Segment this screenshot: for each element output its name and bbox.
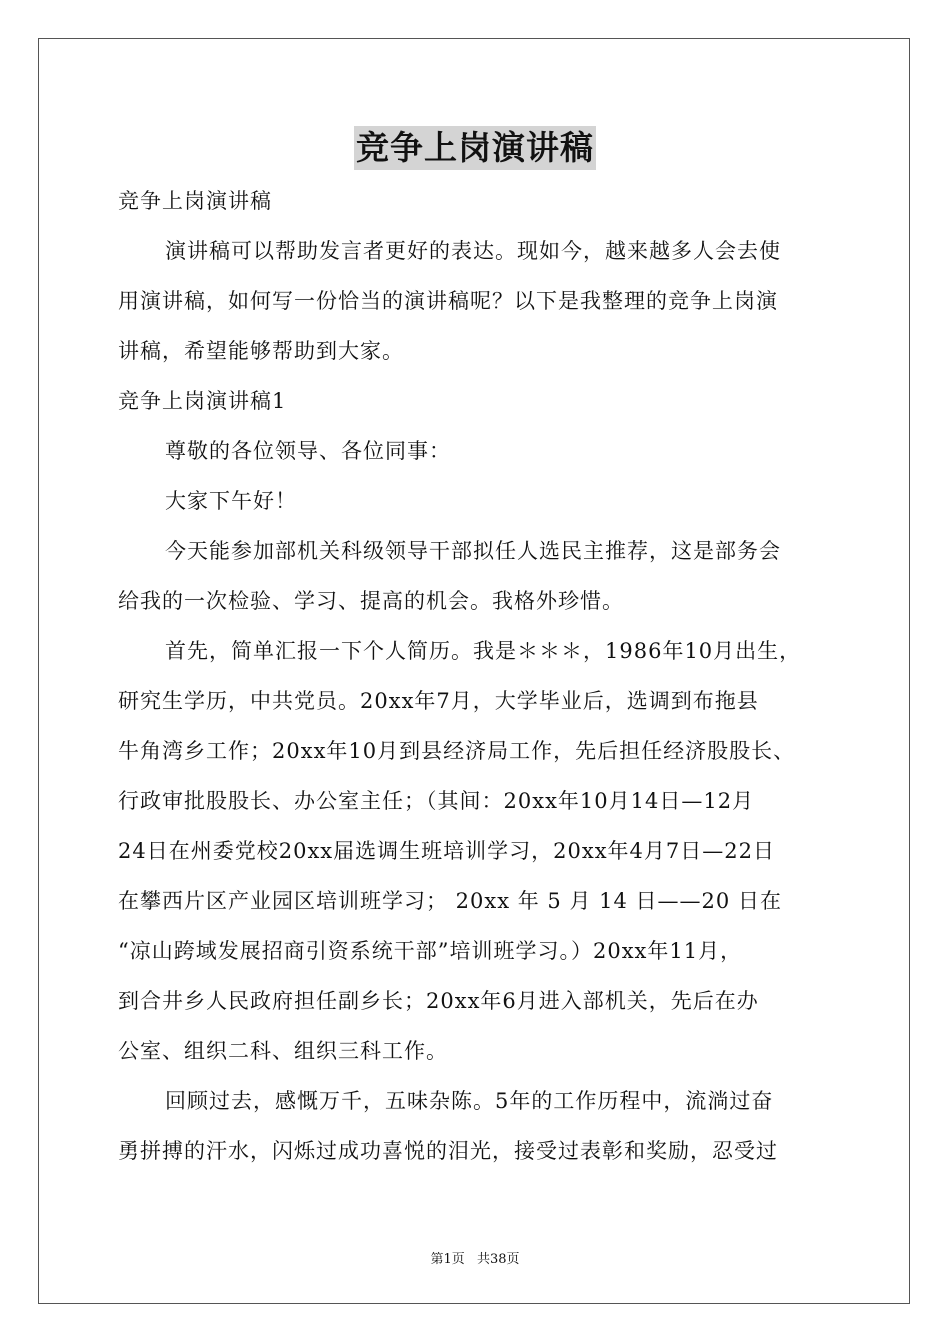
text-line: 在攀西片区产业园区培训班学习； 20xx 年 5 月 14 日——20 日在 — [118, 889, 782, 913]
text-line: 行政审批股股长、办公室主任；（其间：20xx年10月14日—12月 — [118, 789, 755, 813]
text-line: 给我的一次检验、学习、提高的机会。我格外珍惜。 — [118, 589, 624, 613]
text-line: 讲稿，希望能够帮助到大家。 — [118, 339, 404, 363]
text-line: 竞争上岗演讲稿1 — [118, 389, 287, 413]
title-container — [0, 126, 950, 170]
text-line: 竞争上岗演讲稿 — [118, 189, 272, 213]
text-line: 用演讲稿，如何写一份恰当的演讲稿呢？以下是我整理的竞争上岗演 — [118, 289, 778, 313]
text-line: 回顾过去，感慨万千，五味杂陈。5年的工作历程中，流淌过奋 — [165, 1089, 774, 1113]
page-number: 第1页 — [430, 1252, 465, 1267]
document-body — [118, 176, 838, 1176]
document-title: 竞争上岗演讲稿 — [354, 126, 596, 170]
text-line: 公室、组织二科、组织三科工作。 — [118, 1039, 448, 1063]
text-line: 到合井乡人民政府担任副乡长；20xx年6月进入部机关，先后在办 — [118, 989, 759, 1013]
text-line: 今天能参加部机关科级领导干部拟任人选民主推荐，这是部务会 — [165, 539, 781, 563]
page-total: 共38页 — [476, 1252, 520, 1267]
text-line: 勇拼搏的汗水，闪烁过成功喜悦的泪光，接受过表彰和奖励，忍受过 — [118, 1139, 778, 1163]
text-line: 首先，简单汇报一下个人简历。我是＊＊＊，1986年10月出生， — [165, 639, 802, 663]
text-line: 研究生学历，中共党员。20xx年7月，大学毕业后，选调到布拖县 — [118, 689, 759, 713]
page-footer — [0, 1248, 950, 1267]
text-line: 演讲稿可以帮助发言者更好的表达。现如今，越来越多人会去使 — [165, 239, 781, 263]
text-line: 24日在州委党校20xx届选调生班培训学习，20xx年4月7日—22日 — [118, 839, 775, 863]
text-line: 尊敬的各位领导、各位同事： — [165, 439, 451, 463]
text-line: 大家下午好！ — [165, 489, 297, 513]
text-line: 牛角湾乡工作；20xx年10月到县经济局工作，先后担任经济股股长、 — [118, 739, 796, 763]
text-line: “凉山跨域发展招商引资系统干部”培训班学习。）20xx年11月， — [118, 939, 743, 963]
